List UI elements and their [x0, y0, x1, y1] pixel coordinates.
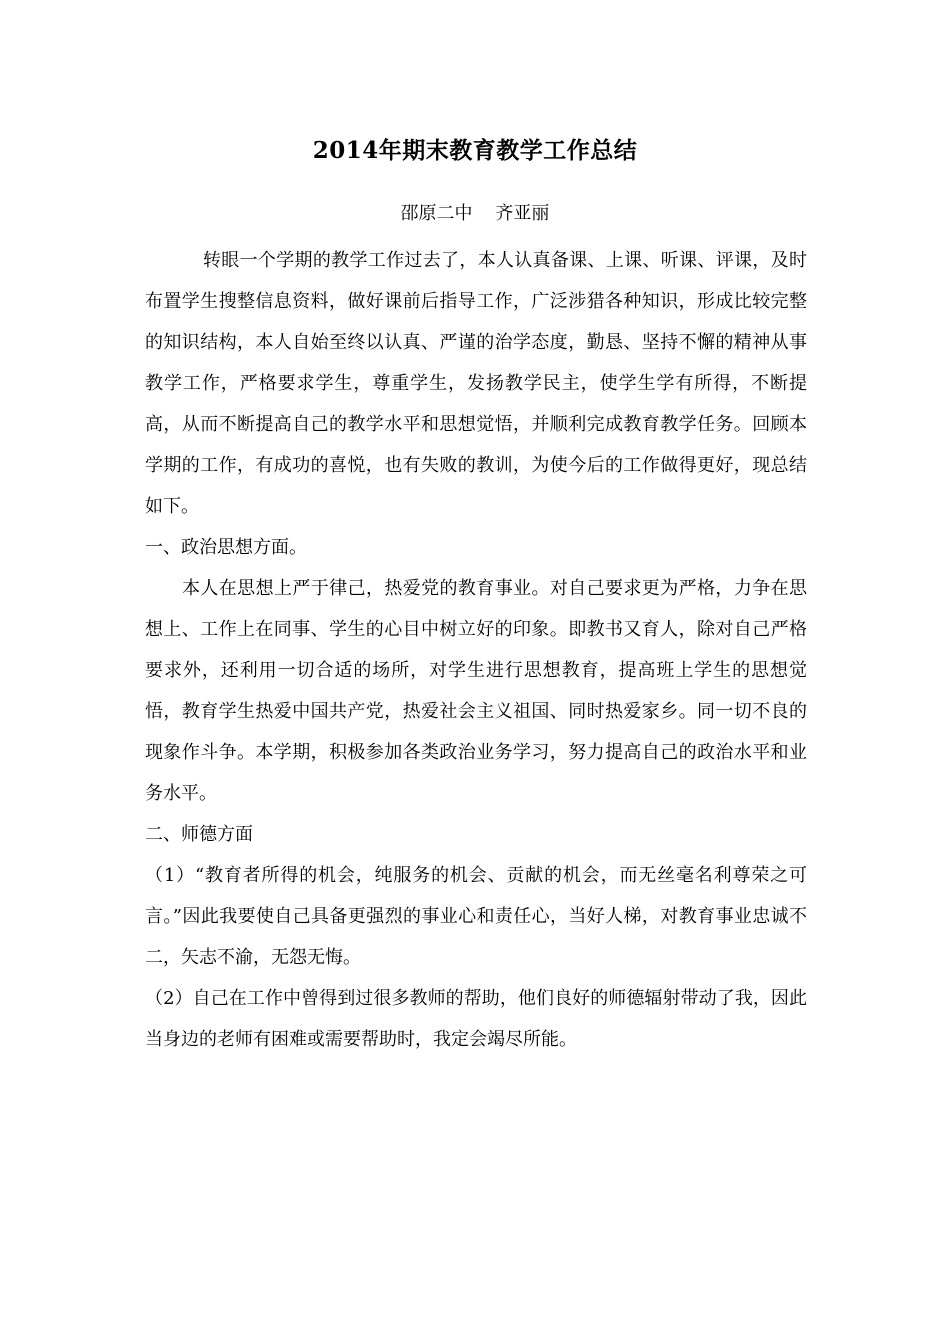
document-author: 邵原二中 齐亚丽	[400, 203, 550, 224]
ethics-item-1: （1）“教育者所得的机会，纯服务的机会、贡献的机会，而无丝毫名利尊荣之可言。”因此我要使自己具备更强烈的事业心和责任心，当好人梯，对教育事业忠诚不二，矢志不渝，无怨无悔。	[145, 865, 807, 968]
intro-paragraph: 转眼一个学期的教学工作过去了，本人认真备课、上课、听课、评课，及时布置学生搜整信息资料，做好课前后指导工作，广泛涉猎各种知识，形成比较完整的知识结构，本人自始至终以认真、严谨的治学态度，勤恳、坚持不懈的精神从事教学工作，严格要求学生，尊重学生，发扬教学民主，使学生学有所得，不断提高，从而不断提高自己的教学水平和思想觉悟，并顺利完成教育教学任务。回顾本学期的工作，有成功的喜悦，也有失败的教训，为使今后的工作做得更好，现总结如下。	[145, 250, 807, 517]
section-heading-ethics: 二、师德方面	[145, 824, 253, 845]
ethics-item-2: （2）自己在工作中曾得到过很多教师的帮助，他们良好的师德辐射带动了我，因此当身边的老师有困难或需要帮助时，我定会竭尽所能。	[145, 988, 807, 1050]
document-title: 2014年期末教育教学工作总结	[312, 137, 638, 164]
section-heading-politics: 一、政治思想方面。	[145, 537, 307, 558]
politics-paragraph: 本人在思想上严于律己，热爱党的教育事业。对自己要求更为严格，力争在思想上、工作上在同事、学生的心目中树立好的印象。即教书又育人，除对自己严格要求外，还利用一切合适的场所，对学生进行思想教育，提高班上学生的思想觉悟，教育学生热爱中国共产党，热爱社会主义祖国、同时热爱家乡。同一切不良的现象作斗争。本学期，积极参加各类政治业务学习，努力提高自己的政治水平和业务水平。	[145, 578, 807, 804]
document-body	[145, 240, 807, 1060]
